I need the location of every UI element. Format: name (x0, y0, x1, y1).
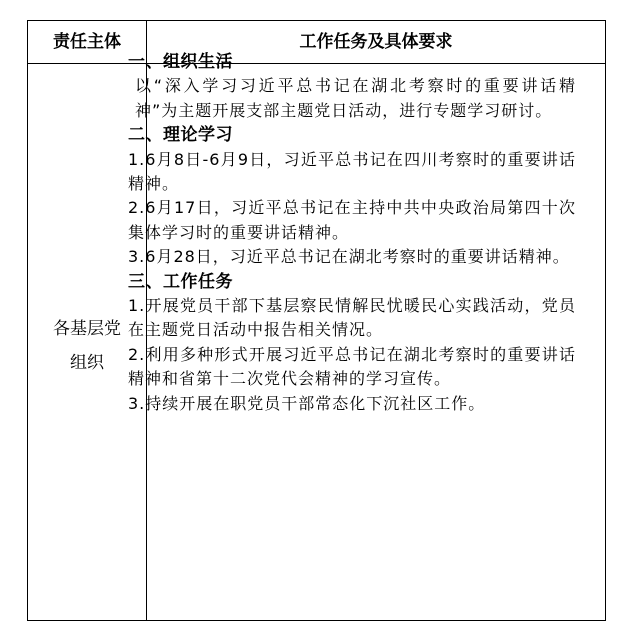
header-tasks-requirements: 工作任务及具体要求 (299, 32, 453, 52)
section-item: 3.6月28日，习近平总书记在湖北考察时的重要讲话精神。 (128, 247, 570, 267)
section-item: 1.6月8日-6月9日，习近平总书记在四川考察时的重要讲话精神。 (128, 149, 576, 194)
section-item: 以“深入学习习近平总书记在湖北考察时的重要讲话精神”为主题开展支部主题党日活动，进行专题学习研讨。 (135, 76, 576, 120)
header-responsible-entity: 责任主体 (53, 32, 121, 52)
section-item: 2.6月17日，习近平总书记在主持中共中央政治局第四十次集体学习时的重要讲话精神。 (128, 198, 576, 242)
section-item: 2.利用多种形式开展习近平总书记在湖北考察时的重要讲话精神和省第十二次党代会精神的学习宣传。 (128, 344, 576, 389)
section-organizational-life (128, 50, 576, 123)
section-theory-study (128, 123, 576, 269)
entity-name: 各基层党组织 (53, 319, 121, 373)
section-title: 二、理论学习 (128, 125, 233, 146)
section-work-tasks (128, 270, 576, 416)
tasks-content-cell (128, 50, 576, 416)
section-title: 三、工作任务 (128, 271, 233, 292)
section-title: 一、组织生活 (128, 52, 233, 72)
section-item: 3.持续开展在职党员干部常态化下沉社区工作。 (128, 393, 486, 413)
section-item: 1.开展党员干部下基层察民情解民忧暖民心实践活动，党员在主题党日活动中报告相关情况。 (128, 296, 576, 340)
